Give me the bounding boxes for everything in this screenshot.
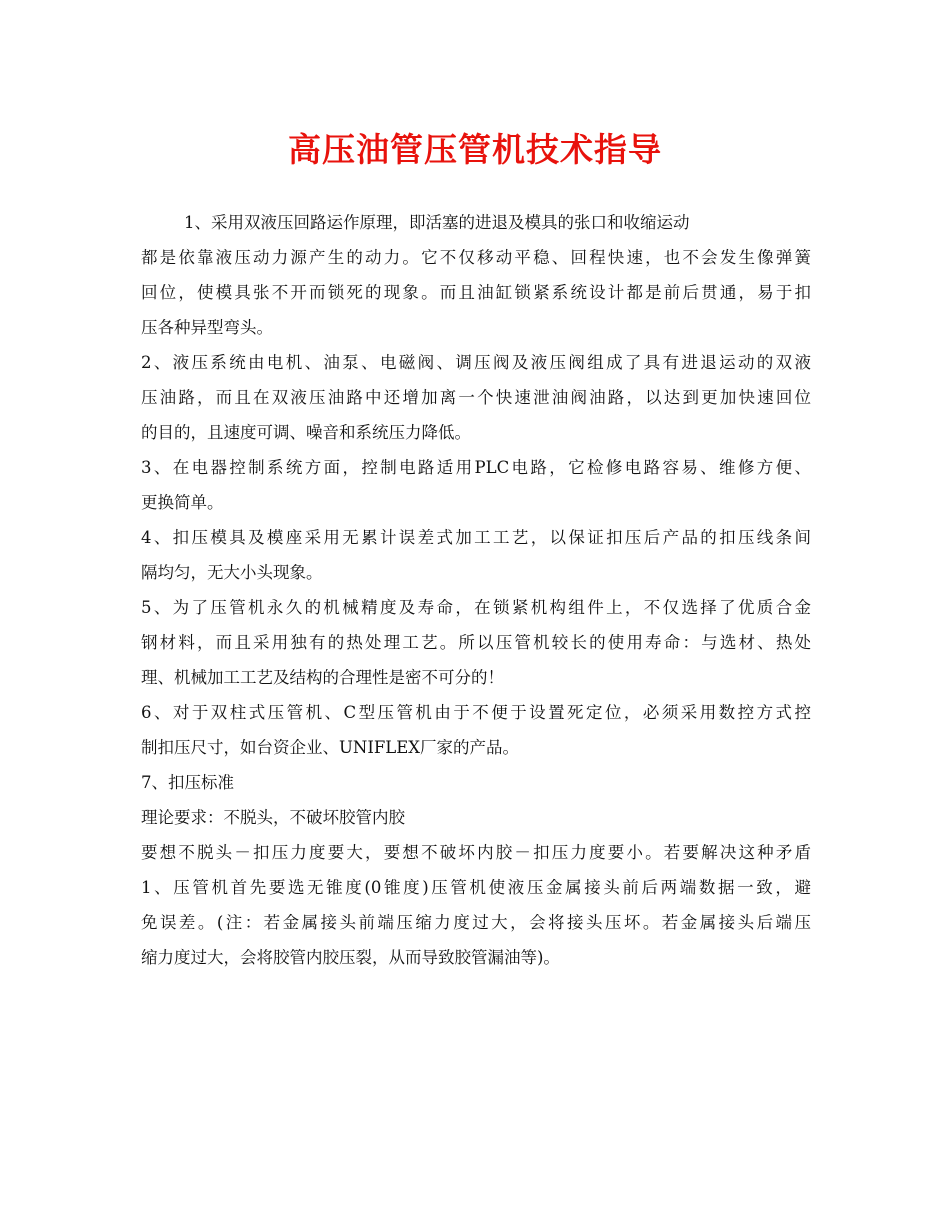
- paragraph-1-line-3: 回位，使模具张不开而锁死的现象。而且油缸锁紧系统设计都是前后贯通，易于扣: [141, 283, 811, 302]
- solution-1-line-3: 缩力度过大，会将胶管内胶压裂，从而导致胶管漏油等)。: [141, 948, 560, 967]
- paragraph-4-line-1: 4、扣压模具及模座采用无累计误差式加工工艺，以保证扣压后产品的扣压线条间: [141, 528, 811, 547]
- document-body: [141, 205, 811, 975]
- paragraph-6-line-2: 制扣压尺寸，如台资企业、UNIFLEX厂家的产品。: [141, 738, 520, 757]
- solution-1-line-2: 免误差。(注：若金属接头前端压缩力度过大，会将接头压坏。若金属接头后端压: [141, 913, 811, 932]
- paragraph-7-heading: 7、扣压标准: [141, 773, 234, 792]
- paragraph-2-line-3: 的目的，且速度可调、噪音和系统压力降低。: [141, 423, 471, 442]
- paragraph-3-line-2: 更换简单。: [141, 493, 224, 512]
- document-title: 高压油管压管机技术指导: [288, 130, 662, 169]
- paragraph-1-line-1: 1、采用双液压回路运作原理，即活塞的进退及模具的张口和收缩运动: [184, 213, 690, 232]
- paragraph-6-line-1: 6、对于双柱式压管机、C型压管机由于不便于设置死定位，必须采用数控方式控: [141, 703, 811, 722]
- paragraph-1-line-4: 压各种异型弯头。: [141, 318, 273, 337]
- paragraph-4-line-2: 隔均匀，无大小头现象。: [141, 563, 323, 582]
- paragraph-1-line-2: 都是依靠液压动力源产生的动力。它不仅移动平稳、回程快速，也不会发生像弹簧: [141, 248, 811, 267]
- paragraph-5-line-3: 理、机械加工工艺及结构的合理性是密不可分的！: [141, 668, 504, 687]
- paragraph-5-line-2: 钢材料，而且采用独有的热处理工艺。所以压管机较长的使用寿命：与选材、热处: [141, 633, 811, 652]
- paragraph-3-line-1: 3、在电器控制系统方面，控制电路适用PLC电路，它检修电路容易、维修方便、: [141, 458, 811, 477]
- paragraph-2-line-2: 压油路，而且在双液压油路中还增加离一个快速泄油阀油路，以达到更加快速回位: [141, 388, 811, 407]
- contradiction-line: 要想不脱头－扣压力度要大，要想不破坏内胶－扣压力度要小。若要解决这种矛盾: [141, 843, 811, 862]
- theory-requirement-line: 理论要求：不脱头，不破坏胶管内胶: [141, 808, 405, 827]
- solution-1-line-1: 1、压管机首先要选无锥度(0锥度)压管机使液压金属接头前后两端数据一致，避: [141, 878, 811, 897]
- paragraph-5-line-1: 5、为了压管机永久的机械精度及寿命，在锁紧机构组件上，不仅选择了优质合金: [141, 598, 811, 617]
- paragraph-2-line-1: 2、液压系统由电机、油泵、电磁阀、调压阀及液压阀组成了具有进退运动的双液: [141, 353, 811, 372]
